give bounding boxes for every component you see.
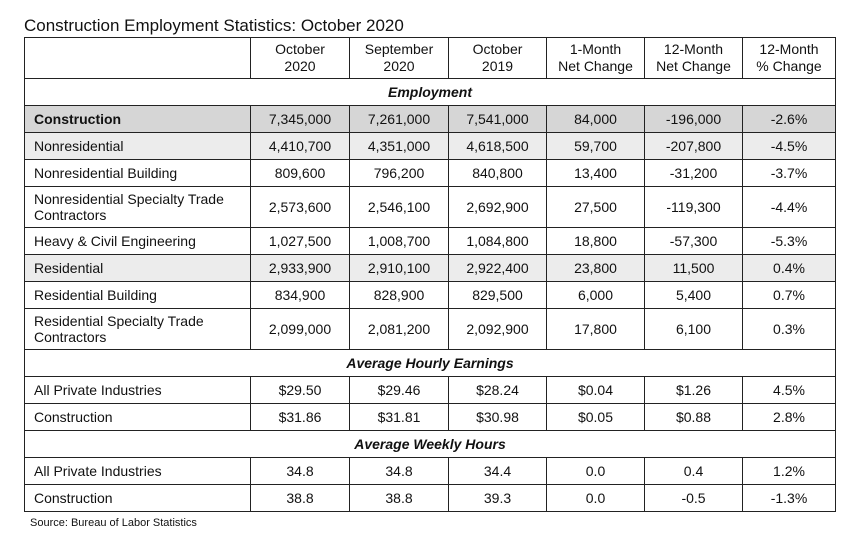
cell-sep-2020: 828,900: [350, 282, 449, 309]
page-title: Construction Employment Statistics: October 2020: [24, 16, 404, 35]
row-label: Nonresidential Specialty Trade Contractors: [25, 187, 251, 228]
table-row: [25, 404, 836, 431]
cell-oct-2020: 809,600: [251, 160, 350, 187]
cell-12-month-net-change: -31,200: [645, 160, 743, 187]
cell-oct-2019: 829,500: [449, 282, 547, 309]
cell-12-month-pct-change: 0.4%: [743, 255, 836, 282]
cell-oct-2019: 2,922,400: [449, 255, 547, 282]
cell-12-month-pct-change: 0.3%: [743, 309, 836, 350]
section-heading-average-hourly-earnings: Average Hourly Earnings: [25, 350, 836, 377]
row-label: Nonresidential: [25, 133, 251, 160]
cell-12-month-net-change: -119,300: [645, 187, 743, 228]
cell-12-month-pct-change: -4.5%: [743, 133, 836, 160]
cell-1-month-net-change: 27,500: [547, 187, 645, 228]
col-header-12-month-pct-change: 12-Month % Change: [743, 38, 836, 79]
cell-1-month-net-change: 17,800: [547, 309, 645, 350]
table-row: [25, 309, 836, 350]
employment-statistics-table: [24, 37, 836, 512]
cell-1-month-net-change: 13,400: [547, 160, 645, 187]
col-header-1-month-net-change: 1-Month Net Change: [547, 38, 645, 79]
cell-1-month-net-change: 23,800: [547, 255, 645, 282]
cell-oct-2019: 2,092,900: [449, 309, 547, 350]
cell-oct-2020: 38.8: [251, 485, 350, 512]
cell-12-month-pct-change: -3.7%: [743, 160, 836, 187]
table-row: [25, 133, 836, 160]
row-label: Residential Building: [25, 282, 251, 309]
section-heading-employment: Employment: [25, 79, 836, 106]
cell-12-month-net-change: -196,000: [645, 106, 743, 133]
table-row: [25, 485, 836, 512]
cell-oct-2020: 2,933,900: [251, 255, 350, 282]
row-label: All Private Industries: [25, 458, 251, 485]
section-heading-average-weekly-hours: Average Weekly Hours: [25, 431, 836, 458]
cell-12-month-pct-change: 0.7%: [743, 282, 836, 309]
section-heading-row: [25, 350, 836, 377]
cell-12-month-net-change: 5,400: [645, 282, 743, 309]
row-label: Residential: [25, 255, 251, 282]
cell-oct-2020: 2,099,000: [251, 309, 350, 350]
cell-12-month-net-change: -57,300: [645, 228, 743, 255]
cell-1-month-net-change: 6,000: [547, 282, 645, 309]
cell-12-month-pct-change: -5.3%: [743, 228, 836, 255]
source-note: Source: Bureau of Labor Statistics: [30, 517, 197, 529]
cell-12-month-pct-change: 4.5%: [743, 377, 836, 404]
cell-oct-2019: $30.98: [449, 404, 547, 431]
cell-oct-2020: 1,027,500: [251, 228, 350, 255]
cell-oct-2020: 834,900: [251, 282, 350, 309]
cell-12-month-pct-change: -1.3%: [743, 485, 836, 512]
cell-oct-2019: 840,800: [449, 160, 547, 187]
cell-sep-2020: $31.81: [350, 404, 449, 431]
cell-oct-2020: $29.50: [251, 377, 350, 404]
cell-sep-2020: 4,351,000: [350, 133, 449, 160]
cell-12-month-net-change: $1.26: [645, 377, 743, 404]
cell-oct-2019: 1,084,800: [449, 228, 547, 255]
section-heading-row: [25, 431, 836, 458]
cell-sep-2020: $29.46: [350, 377, 449, 404]
cell-sep-2020: 2,546,100: [350, 187, 449, 228]
cell-1-month-net-change: 0.0: [547, 458, 645, 485]
cell-oct-2019: 34.4: [449, 458, 547, 485]
col-header-sep-2020: September 2020: [350, 38, 449, 79]
cell-1-month-net-change: $0.04: [547, 377, 645, 404]
cell-oct-2019: $28.24: [449, 377, 547, 404]
cell-1-month-net-change: 84,000: [547, 106, 645, 133]
row-label: Construction: [25, 404, 251, 431]
table-row: [25, 187, 836, 228]
cell-oct-2020: 7,345,000: [251, 106, 350, 133]
cell-12-month-pct-change: 1.2%: [743, 458, 836, 485]
cell-sep-2020: 2,910,100: [350, 255, 449, 282]
cell-oct-2019: 7,541,000: [449, 106, 547, 133]
cell-oct-2020: 34.8: [251, 458, 350, 485]
row-label: Residential Specialty Trade Contractors: [25, 309, 251, 350]
section-heading-row: [25, 79, 836, 106]
cell-12-month-net-change: 0.4: [645, 458, 743, 485]
table-row: [25, 458, 836, 485]
row-label: Nonresidential Building: [25, 160, 251, 187]
row-label: Heavy & Civil Engineering: [25, 228, 251, 255]
cell-1-month-net-change: 0.0: [547, 485, 645, 512]
cell-oct-2019: 39.3: [449, 485, 547, 512]
cell-12-month-net-change: $0.88: [645, 404, 743, 431]
table-row: [25, 282, 836, 309]
cell-sep-2020: 34.8: [350, 458, 449, 485]
col-header-12-month-net-change: 12-Month Net Change: [645, 38, 743, 79]
col-header-oct-2019: October 2019: [449, 38, 547, 79]
row-label-header: [25, 38, 251, 79]
header-row: [25, 38, 836, 79]
cell-12-month-net-change: -207,800: [645, 133, 743, 160]
cell-12-month-pct-change: 2.8%: [743, 404, 836, 431]
cell-12-month-net-change: 11,500: [645, 255, 743, 282]
cell-1-month-net-change: 18,800: [547, 228, 645, 255]
cell-oct-2020: $31.86: [251, 404, 350, 431]
cell-sep-2020: 38.8: [350, 485, 449, 512]
cell-sep-2020: 2,081,200: [350, 309, 449, 350]
cell-12-month-pct-change: -4.4%: [743, 187, 836, 228]
cell-sep-2020: 7,261,000: [350, 106, 449, 133]
cell-oct-2020: 2,573,600: [251, 187, 350, 228]
table-row: [25, 255, 836, 282]
cell-oct-2020: 4,410,700: [251, 133, 350, 160]
table-row: [25, 160, 836, 187]
cell-1-month-net-change: 59,700: [547, 133, 645, 160]
cell-12-month-net-change: -0.5: [645, 485, 743, 512]
cell-oct-2019: 2,692,900: [449, 187, 547, 228]
row-label: All Private Industries: [25, 377, 251, 404]
cell-oct-2019: 4,618,500: [449, 133, 547, 160]
row-label: Construction: [25, 485, 251, 512]
cell-sep-2020: 796,200: [350, 160, 449, 187]
table-row: [25, 106, 836, 133]
table-row: [25, 228, 836, 255]
cell-1-month-net-change: $0.05: [547, 404, 645, 431]
col-header-oct-2020: October 2020: [251, 38, 350, 79]
table-row: [25, 377, 836, 404]
row-label: Construction: [25, 106, 251, 133]
cell-12-month-net-change: 6,100: [645, 309, 743, 350]
cell-12-month-pct-change: -2.6%: [743, 106, 836, 133]
cell-sep-2020: 1,008,700: [350, 228, 449, 255]
